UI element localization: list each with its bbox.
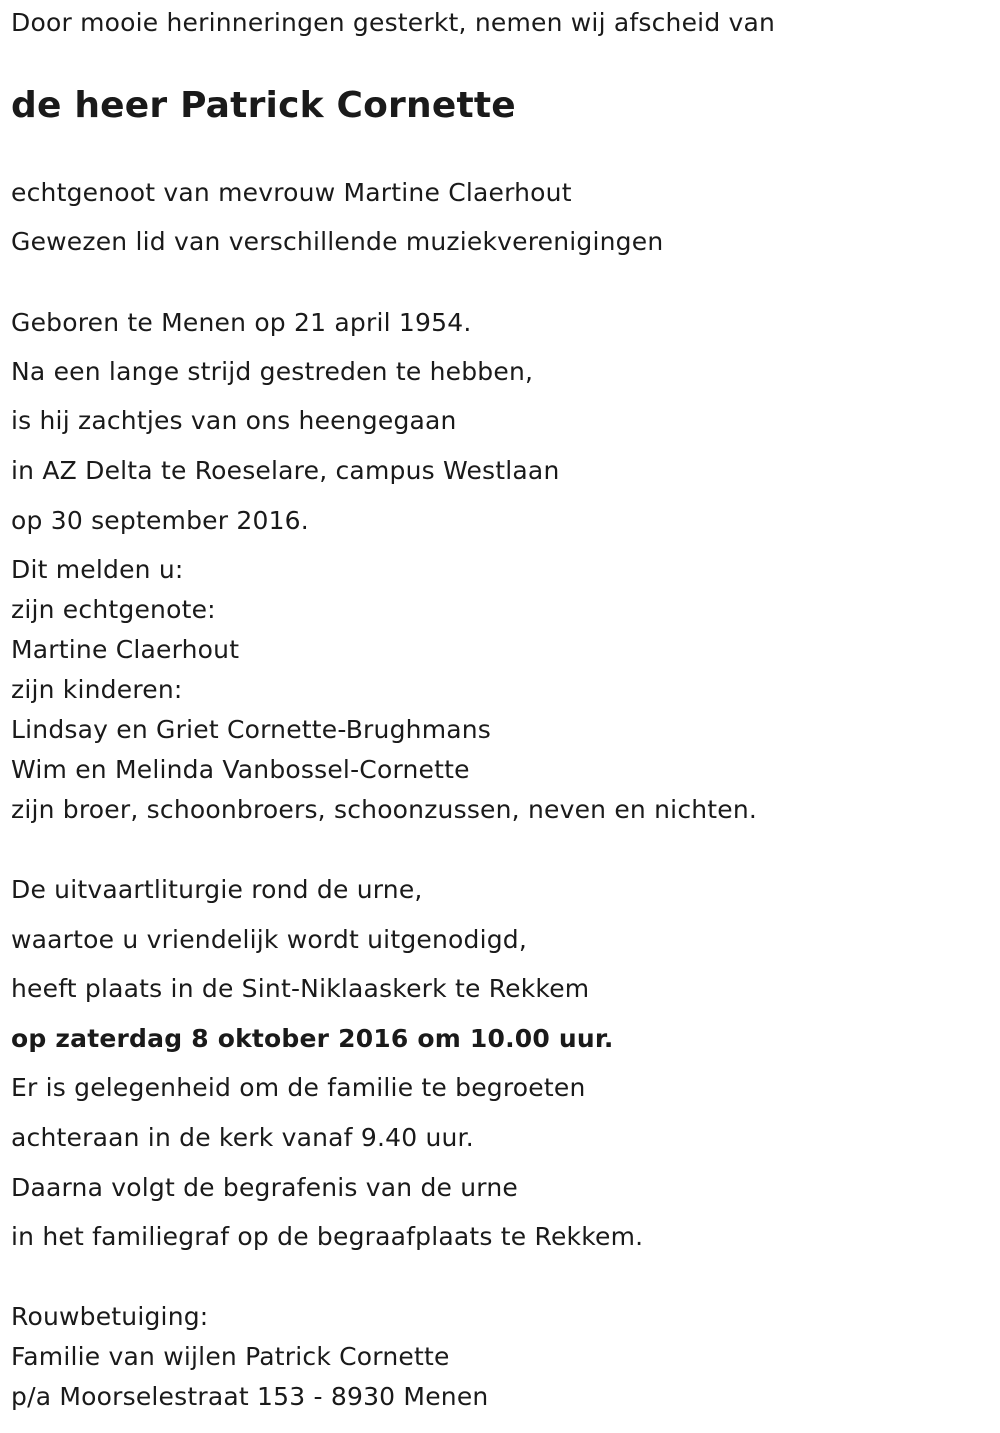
passing-line: in AZ Delta te Roeselare, campus Westlaan	[11, 456, 560, 485]
family-line: zijn broer, schoonbroers, schoonzussen, neven en nichten.	[11, 795, 758, 824]
funeral-line: heeft plaats in de Sint-Niklaaskerk te Rekkem	[11, 974, 590, 1003]
funeral-line: Er is gelegenheid om de familie te begroeten	[11, 1073, 586, 1102]
condolence-line: Rouwbetuiging:	[11, 1302, 209, 1331]
family-line: zijn kinderen:	[11, 675, 183, 704]
family-line: zijn echtgenote:	[11, 595, 216, 624]
funeral-line: in het familiegraf op de begraafplaats te Rekkem.	[11, 1222, 644, 1251]
member-line: Gewezen lid van verschillende muziekverenigingen	[11, 227, 664, 256]
passing-line: Geboren te Menen op 21 april 1954.	[11, 308, 472, 337]
funeral-line: waartoe u vriendelijk wordt uitgenodigd,	[11, 925, 528, 954]
condolence-line: Familie van wijlen Patrick Cornette	[11, 1342, 450, 1371]
spouse-line: echtgenoot van mevrouw Martine Claerhout	[11, 178, 572, 207]
funeral-line: Daarna volgt de begrafenis van de urne	[11, 1173, 518, 1202]
funeral-date-line: op zaterdag 8 oktober 2016 om 10.00 uur.	[11, 1024, 614, 1053]
funeral-line: De uitvaartliturgie rond de urne,	[11, 875, 423, 904]
passing-line: is hij zachtjes van ons heengegaan	[11, 406, 457, 435]
passing-line: op 30 september 2016.	[11, 506, 309, 535]
condolence-address: p/a Moorselestraat 153 - 8930 Menen	[11, 1382, 489, 1411]
funeral-line: achteraan in de kerk vanaf 9.40 uur.	[11, 1123, 474, 1152]
family-line: Dit melden u:	[11, 555, 184, 584]
family-line: Wim en Melinda Vanbossel-Cornette	[11, 755, 470, 784]
deceased-name: de heer Patrick Cornette	[11, 85, 516, 126]
family-line: Martine Claerhout	[11, 635, 240, 664]
family-line: Lindsay en Griet Cornette-Brughmans	[11, 715, 492, 744]
passing-line: Na een lange strijd gestreden te hebben,	[11, 357, 534, 386]
intro-text: Door mooie herinneringen gesterkt, nemen wij afscheid van	[11, 8, 776, 37]
